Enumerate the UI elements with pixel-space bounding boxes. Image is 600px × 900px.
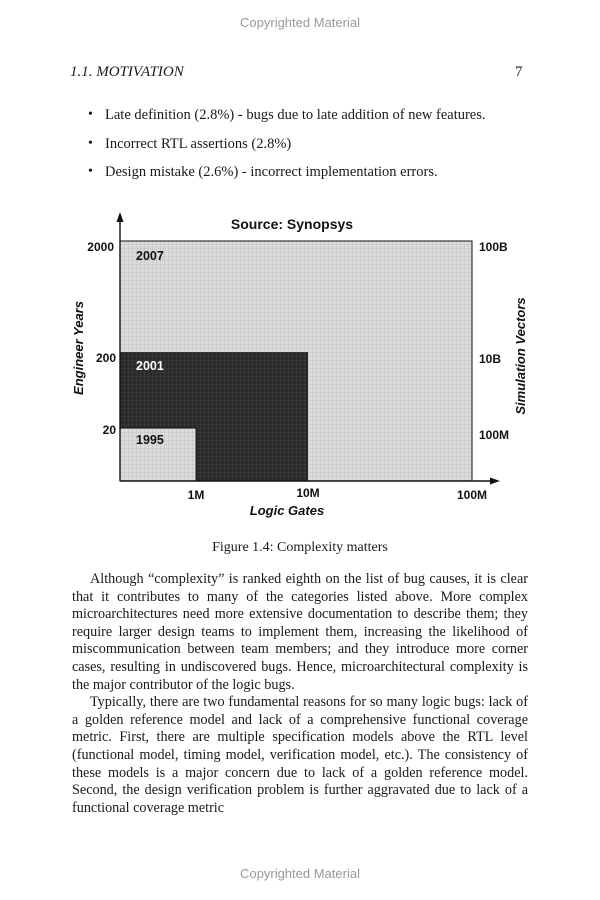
chart-title: Source: Synopsys (230, 216, 354, 232)
y-axis-arrow (117, 212, 124, 222)
copyright-watermark-bottom: Copyrighted Material (240, 866, 360, 881)
running-head: 1.1. MOTIVATION (70, 64, 184, 80)
series-label-2007: 2007 (136, 249, 164, 263)
y-axis-title: Engineer Years (71, 301, 86, 395)
bullet-item: • Design mistake (2.6%) - incorrect implementation errors. (88, 163, 486, 192)
page-number: 7 (515, 64, 523, 80)
complexity-chart (60, 208, 528, 528)
x-tick-label: 10M (296, 486, 320, 500)
series-label-2001: 2001 (136, 359, 164, 373)
x-axis-arrow (490, 478, 500, 485)
copyright-watermark-top: Copyrighted Material (240, 15, 360, 30)
y2-tick-label: 10B (479, 352, 502, 366)
bullet-list (88, 106, 486, 192)
x-tick-label: 1M (187, 488, 205, 502)
paragraph: Although “complexity” is ranked eighth on the list of bug causes, it is clear that it contributes to many of the categories listed above. More complex microarchitectures need more extensive documentation to describe them; they require larger design teams to implement them, increasing the likelihood of miscommunication between team members; and they introduce more corner cases, resulting in undiscovered bugs. Hence, microarchitectural complexity is the major contributor of the logic bugs. (72, 571, 528, 693)
paragraph: Typically, there are two fundamental reasons for so many logic bugs: lack of a golden reference model and lack of a comprehensive functional coverage metric. First, there are multiple specification models above the RTL level (functional model, timing model, verification model, etc.). The consistency of these models is a major concern due to lack of a golden reference model. Second, the design verification problem is further aggravated due to lack of a functional coverage metric (72, 694, 528, 816)
series-label-1995: 1995 (136, 433, 164, 447)
x-tick-label: 100M (456, 488, 488, 502)
x-axis-title: Logic Gates (249, 503, 325, 518)
y-tick-label: 20 (102, 423, 116, 437)
y-tick-label: 2000 (87, 240, 114, 254)
bullet-item: • Late definition (2.8%) - bugs due to late addition of new features. (88, 106, 486, 135)
figure-caption: Figure 1.4: Complexity matters (212, 540, 388, 555)
y2-tick-label: 100M (479, 428, 510, 442)
body-text (72, 571, 528, 817)
y2-axis-title: Simulation Vectors (513, 297, 528, 415)
bullet-item: • Incorrect RTL assertions (2.8%) (88, 135, 486, 164)
y2-tick-label: 100B (479, 240, 508, 254)
y-tick-label: 200 (95, 351, 116, 365)
